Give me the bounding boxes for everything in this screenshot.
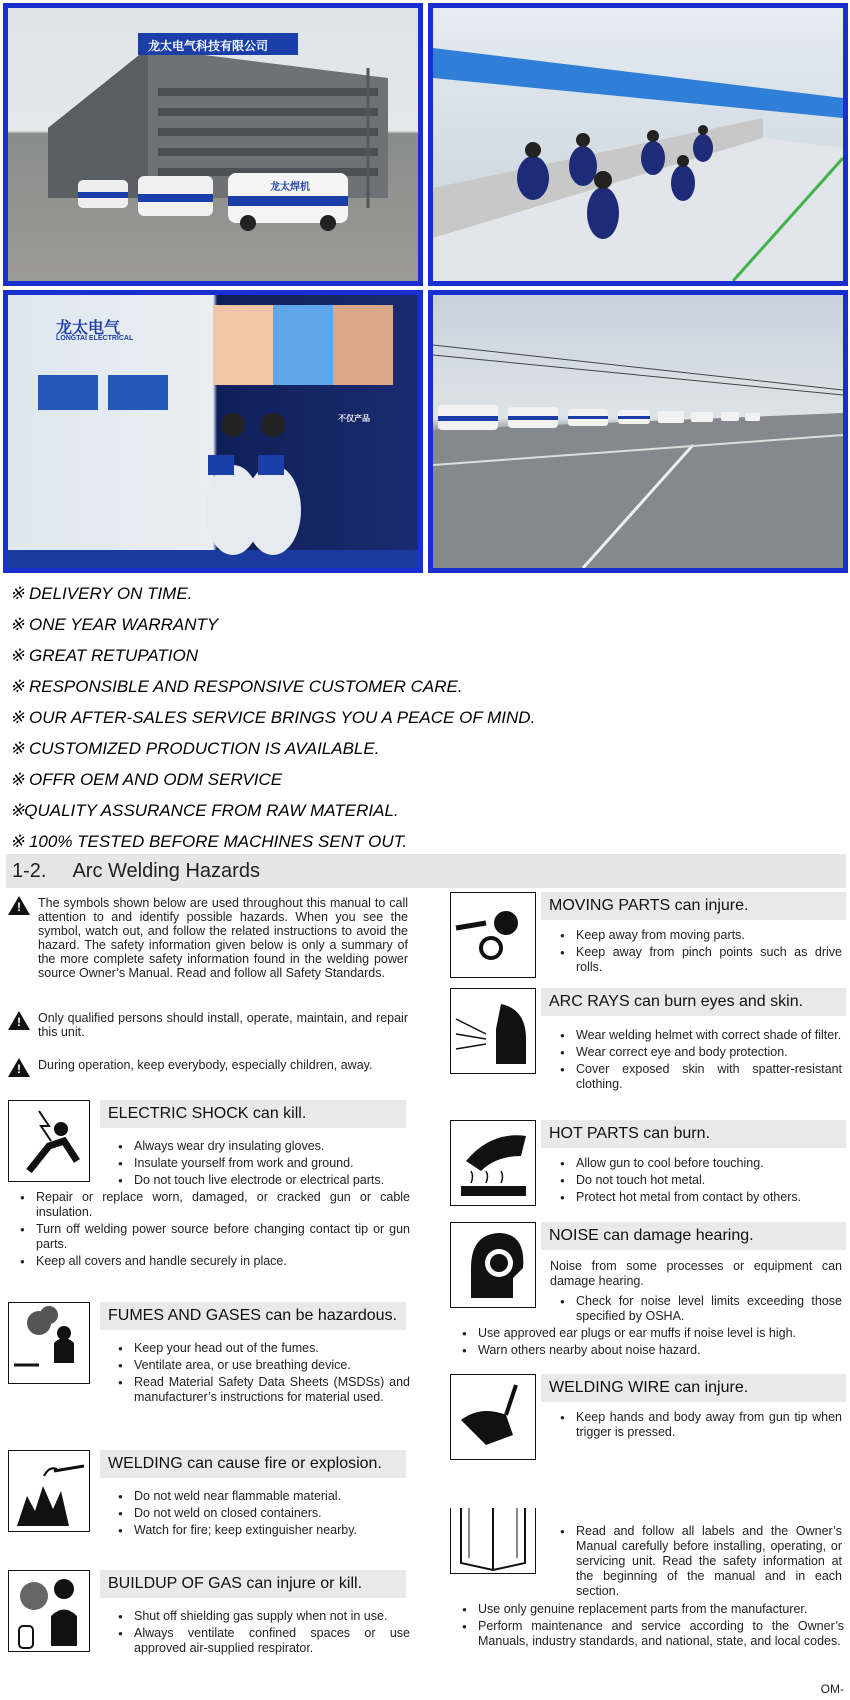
- moving-parts-title: MOVING PARTS can injure.: [541, 892, 846, 920]
- intro-text-2: Only qualified persons should install, operate, maintain, and repair this unit.: [38, 1011, 408, 1039]
- moving-parts-list: [552, 928, 842, 977]
- list-item: ● Protect hot metal from contact by others.: [552, 1190, 842, 1205]
- list-item: ● Ventilate area, or use breathing device.: [110, 1358, 410, 1373]
- warning-triangle-icon: [8, 1011, 30, 1030]
- list-item: ● Do not weld on closed containers.: [110, 1506, 410, 1521]
- gas-buildup-icon: [8, 1570, 90, 1652]
- electric-shock-list: [110, 1139, 410, 1190]
- fire-explosion-icon: [8, 1450, 90, 1532]
- list-item: ● Do not weld near flammable material.: [110, 1489, 410, 1504]
- welding-wire-list: [552, 1410, 842, 1442]
- vehicle-fleet-photo: [428, 290, 848, 573]
- list-item: ● Keep away from pinch points such as drive rolls.: [552, 945, 842, 975]
- list-item: ● Always wear dry insulating gloves.: [110, 1139, 410, 1154]
- hot-parts-list: [552, 1156, 842, 1207]
- list-item: ● Perform maintenance and service according to the Owner’s Manuals, industry standards, and national, state, and local codes.: [454, 1619, 844, 1649]
- page-footer: OM-: [820, 1682, 844, 1696]
- booth-logo-sub: LONGTAI ELECTRICAL: [56, 335, 134, 342]
- factory-sign: 龙太电气科技有限公司: [148, 39, 269, 53]
- list-item: ● Keep all covers and handle securely in place.: [12, 1254, 410, 1269]
- list-item: ● Turn off welding power source before changing contact tip or gun parts.: [12, 1222, 410, 1252]
- arc-rays-title: ARC RAYS can burn eyes and skin.: [541, 988, 846, 1016]
- fumes-gases-icon: [8, 1302, 90, 1384]
- list-item: ● Watch for fire; keep extinguisher nearby.: [110, 1523, 410, 1538]
- electric-shock-title: ELECTRIC SHOCK can kill.: [100, 1100, 406, 1128]
- list-item: ● Read and follow all labels and the Owner’s Manual carefully before installing, operating, or servicing unit. Read the safety information at the beginning of the manual and in each section.: [552, 1524, 842, 1599]
- intro-text-1: The symbols shown below are used throughout this manual to call attention to and identify possible hazards. When you see the symbol, watch out, and follow the related instructions to avoid the hazard. The safety information given below is only a summary of the more complete safety information found in the welding power source Owner’s Manual. Read and follow all Safety Standards.: [38, 896, 408, 980]
- manual-list: [552, 1524, 842, 1601]
- list-item: ● Keep away from moving parts.: [552, 928, 842, 943]
- electric-shock-list-full: [12, 1190, 410, 1271]
- list-item: ● Shut off shielding gas supply when not in use.: [110, 1609, 410, 1624]
- fleet-scene-graphic: [433, 295, 843, 568]
- noise-title: NOISE can damage hearing.: [541, 1222, 846, 1250]
- bullet-after-sales: ※ OUR AFTER-SALES SERVICE BRINGS YOU A PEACE OF MIND.: [10, 708, 536, 727]
- list-item: ● Insulate yourself from work and ground.: [110, 1156, 410, 1171]
- intro-warning-1: [8, 896, 408, 980]
- section-heading: [6, 854, 846, 888]
- bullet-warranty: ※ ONE YEAR WARRANTY: [10, 615, 219, 634]
- section-number: 1-2.: [12, 860, 47, 882]
- assembly-line-photo: [428, 3, 848, 286]
- section-title: Arc Welding Hazards: [72, 860, 260, 882]
- factory-building-photo: [3, 3, 423, 286]
- bullet-oem-odm: ※ OFFR OEM AND ODM SERVICE: [10, 770, 283, 789]
- list-item: ● Read Material Safety Data Sheets (MSDSs) and manufacturer’s instructions for material used.: [110, 1375, 410, 1405]
- gas-buildup-title: BUILDUP OF GAS can injure or kill.: [100, 1570, 406, 1598]
- electric-shock-icon: [8, 1100, 90, 1182]
- booth-logo: 龙太电气: [56, 320, 121, 337]
- list-item: ● Use only genuine replacement parts from the manufacturer.: [454, 1602, 844, 1617]
- fumes-gases-list: [110, 1341, 410, 1407]
- list-item: ● Wear welding helmet with correct shade of filter.: [552, 1028, 842, 1043]
- manual-list-full: [454, 1602, 844, 1651]
- van-sign: 龙太焊机: [270, 182, 310, 193]
- list-item: ● Use approved ear plugs or ear muffs if noise level is high.: [454, 1326, 844, 1341]
- list-item: ● Always ventilate confined spaces or use approved air-supplied respirator.: [110, 1626, 410, 1656]
- list-item: ● Allow gun to cool before touching.: [552, 1156, 842, 1171]
- noise-intro: Noise from some processes or equipment can damage hearing.: [550, 1259, 842, 1288]
- noise-list: [552, 1294, 842, 1326]
- list-item: ● Keep your head out of the fumes.: [110, 1341, 410, 1356]
- exhibition-booth-photo: [3, 290, 423, 573]
- intro-text-3: During operation, keep everybody, especially children, away.: [38, 1058, 373, 1072]
- welding-wire-icon: [450, 1374, 536, 1460]
- arc-rays-list: [552, 1028, 842, 1094]
- booth-banner: 不仅产品: [338, 414, 370, 423]
- bullet-reputation: ※ GREAT RETUPATION: [10, 646, 199, 665]
- bullet-customized: ※ CUSTOMIZED PRODUCTION IS AVAILABLE.: [10, 739, 380, 758]
- list-item: ● Keep hands and body away from gun tip when trigger is pressed.: [552, 1410, 842, 1440]
- moving-parts-icon: [450, 892, 536, 978]
- hot-parts-icon: [450, 1120, 536, 1206]
- welding-wire-title: WELDING WIRE can injure.: [541, 1374, 846, 1402]
- bullet-tested: ※ 100% TESTED BEFORE MACHINES SENT OUT.: [10, 832, 408, 851]
- bullet-customer-care: ※ RESPONSIBLE AND RESPONSIVE CUSTOMER CARE.: [10, 677, 463, 696]
- fire-explosion-list: [110, 1489, 410, 1540]
- list-item: ● Do not touch hot metal.: [552, 1173, 842, 1188]
- list-item: ● Warn others nearby about noise hazard.: [454, 1343, 844, 1358]
- list-item: ● Wear correct eye and body protection.: [552, 1045, 842, 1060]
- bullet-quality: ※QUALITY ASSURANCE FROM RAW MATERIAL.: [10, 801, 399, 820]
- warning-triangle-icon: [8, 896, 30, 915]
- manual-book-icon: [450, 1508, 536, 1574]
- list-item: ● Do not touch live electrode or electrical parts.: [110, 1173, 410, 1188]
- feature-bullet-list: [10, 578, 840, 857]
- list-item: ● Check for noise level limits exceeding those specified by OSHA.: [552, 1294, 842, 1324]
- intro-warning-2: [8, 1011, 408, 1039]
- assembly-scene-graphic: [433, 8, 843, 281]
- list-item: ● Repair or replace worn, damaged, or cracked gun or cable insulation.: [12, 1190, 410, 1220]
- warning-triangle-icon: [8, 1058, 30, 1077]
- arc-rays-icon: [450, 988, 536, 1074]
- gas-buildup-list: [110, 1609, 410, 1658]
- fumes-gases-title: FUMES AND GASES can be hazardous.: [100, 1302, 406, 1330]
- fire-explosion-title: WELDING can cause fire or explosion.: [100, 1450, 406, 1478]
- list-item: ● Cover exposed skin with spatter-resistant clothing.: [552, 1062, 842, 1092]
- intro-warning-3: [8, 1058, 408, 1072]
- noise-list-full: [454, 1326, 844, 1360]
- noise-icon: [450, 1222, 536, 1308]
- hot-parts-title: HOT PARTS can burn.: [541, 1120, 846, 1148]
- bullet-delivery: ※ DELIVERY ON TIME.: [10, 584, 193, 603]
